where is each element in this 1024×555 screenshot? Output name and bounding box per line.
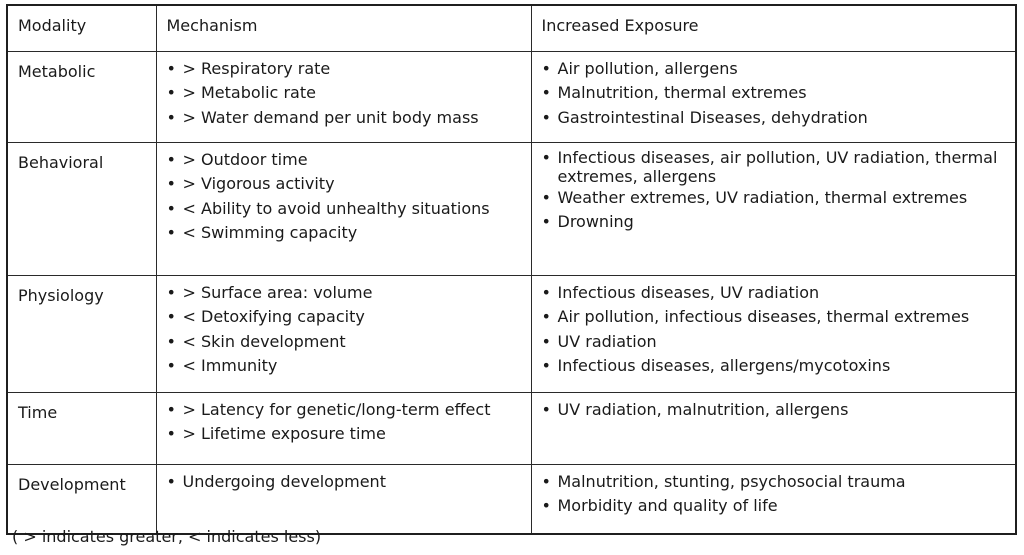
mechanism-cell	[156, 142, 531, 275]
exposure-table	[6, 4, 1017, 535]
header-increased-exposure: Increased Exposure	[531, 5, 1016, 51]
mechanism-item: • > Metabolic rate	[167, 81, 531, 106]
table-row	[7, 142, 1016, 275]
modality-cell: Time	[7, 392, 156, 464]
exposure-item: • Air pollution, infectious diseases, thermal extremes	[542, 305, 1016, 330]
exposure-item: • Gastrointestinal Diseases, dehydration	[542, 106, 1016, 131]
exposure-item: • UV radiation, malnutrition, allergens	[542, 398, 1016, 423]
exposure-item: • Malnutrition, stunting, psychosocial trauma	[542, 470, 1016, 495]
exposure-cell	[531, 142, 1016, 275]
exposure-cell	[531, 392, 1016, 464]
table-row	[7, 464, 1016, 534]
mechanism-item: • < Skin development	[167, 330, 531, 355]
mechanism-item: • < Immunity	[167, 354, 531, 379]
mechanism-cell	[156, 392, 531, 464]
modality-cell: Development	[7, 464, 156, 534]
exposure-item: • Drowning	[542, 210, 1016, 235]
mechanism-item: • < Detoxifying capacity	[167, 305, 531, 330]
mechanism-item: • < Ability to avoid unhealthy situations	[167, 197, 531, 222]
table-row	[7, 51, 1016, 142]
exposure-cell	[531, 464, 1016, 534]
mechanism-item: • < Swimming capacity	[167, 221, 531, 246]
table-row	[7, 392, 1016, 464]
mechanism-item: • > Respiratory rate	[167, 57, 531, 82]
mechanism-item: • > Lifetime exposure time	[167, 422, 531, 447]
exposure-item: • Air pollution, allergens	[542, 57, 1016, 82]
exposure-item: • Infectious diseases, UV radiation	[542, 281, 1016, 306]
mechanism-item: • Undergoing development	[167, 470, 531, 495]
exposure-item: • Infectious diseases, air pollution, UV radiation, thermal extremes, allergens	[542, 148, 1016, 186]
header-modality: Modality	[7, 5, 156, 51]
table-row	[7, 275, 1016, 392]
exposure-cell	[531, 51, 1016, 142]
footnote: ( > indicates greater, < indicates less)	[12, 527, 322, 546]
modality-cell: Physiology	[7, 275, 156, 392]
exposure-item: • Malnutrition, thermal extremes	[542, 81, 1016, 106]
exposure-item: • UV radiation	[542, 330, 1016, 355]
exposure-item: • Morbidity and quality of life	[542, 494, 1016, 519]
mechanism-cell	[156, 51, 531, 142]
header-mechanism: Mechanism	[156, 5, 531, 51]
exposure-cell	[531, 275, 1016, 392]
mechanism-item: • > Surface area: volume	[167, 281, 531, 306]
exposure-item: • Infectious diseases, allergens/mycotoxins	[542, 354, 1016, 379]
modality-cell: Metabolic	[7, 51, 156, 142]
table-header-row	[7, 5, 1016, 51]
mechanism-item: • > Water demand per unit body mass	[167, 106, 531, 131]
modality-cell: Behavioral	[7, 142, 156, 275]
exposure-item: • Weather extremes, UV radiation, thermal extremes	[542, 186, 1016, 211]
mechanism-item: • > Outdoor time	[167, 148, 531, 173]
mechanism-cell	[156, 275, 531, 392]
mechanism-item: • > Latency for genetic/long-term effect	[167, 398, 531, 423]
mechanism-cell	[156, 464, 531, 534]
mechanism-item: • > Vigorous activity	[167, 172, 531, 197]
